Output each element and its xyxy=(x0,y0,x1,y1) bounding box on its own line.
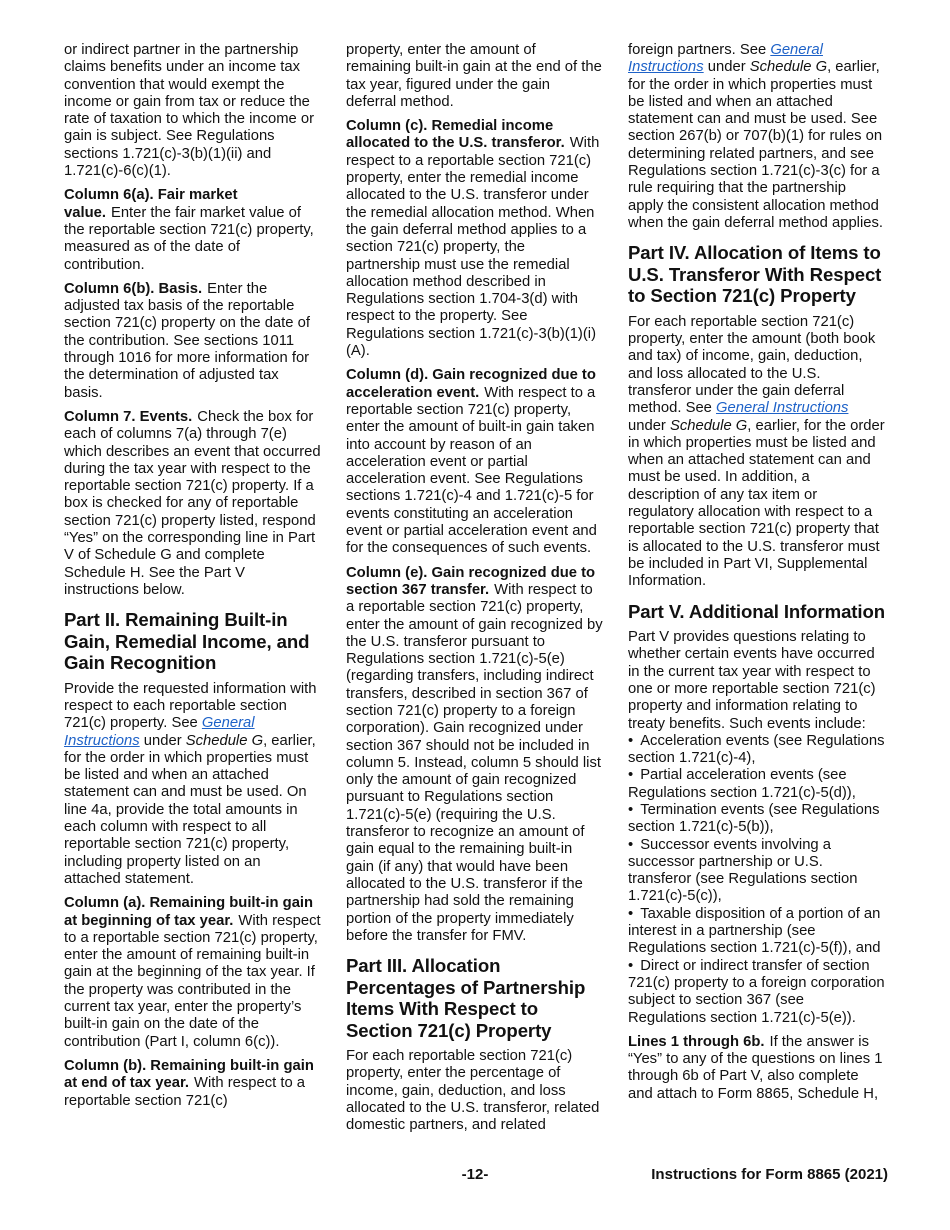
text: Termination events (see Regulations section 1.721(c)-5(b)), xyxy=(628,801,880,836)
part-heading: Part III. Allocation Percentages of Partnership Items With Respect to Section 721(c) Property xyxy=(346,955,586,1041)
part-heading: Part V. Additional Information xyxy=(628,600,885,622)
italic-reference: Schedule G xyxy=(185,732,264,749)
bullet-icon: • xyxy=(628,732,634,749)
text: property, enter the amount of remaining built-in gain at the end of the tax year, figured under the gain deferral method. xyxy=(346,42,602,110)
text: Acceleration events (see Regulations section 1.721(c)-4), xyxy=(628,732,885,767)
text: For each reportable section 721(c) property, enter the amount (both book and tax) of income, gain, deduction, and loss allocated to the U.S. transferor under the gain deferral method. See xyxy=(628,313,876,417)
bullet-icon: • xyxy=(628,905,634,922)
text: Part V provides questions relating to whether certain events have occurred in the current tax year with respect to one or more reportable section 721(c) property and information relating to treaty benefits. Such events include: xyxy=(628,629,876,732)
text: or indirect partner in the partnership claims benefits under an income tax convention that would exempt the income or gain from tax or reduce the rate of taxation to which the income or gain is subject. See Regulations sections 1.721(c)-3(b)(1)(ii) and 1.721(c)-6(c)(1). xyxy=(64,42,315,180)
paragraph xyxy=(346,565,603,946)
runin-heading: Column (a). Remaining built-in gain at beginning of tax year. xyxy=(64,895,314,929)
footer-doc-title: Instructions for Form 8865 (2021) xyxy=(651,1166,888,1183)
bullet-item xyxy=(628,767,885,802)
text: under xyxy=(703,59,750,76)
paragraph xyxy=(628,314,885,591)
text: Enter the adjusted tax basis of the reportable section 721(c) property on the date of the contribution. See sections 1011 through 1016 for more information for the determination of adjusted tax basis. xyxy=(64,280,310,401)
text: With respect to a reportable section 721(c) property, enter the amount of remaining built-in gain at the beginning of the tax year. If the property was contributed in the current tax year, enter the property’s built-in gain on the date of the contribution (Part I, column 6(c)). xyxy=(64,912,321,1050)
paragraph xyxy=(346,42,603,111)
paragraph xyxy=(64,187,321,273)
text: Enter the fair market value of the reportable section 721(c) property, measured as of the date of contribution. xyxy=(64,204,314,273)
text: , earlier, for the order in which properties must be listed and when an attached statement can and must be used. On line 4a, provide the total amounts in each column with respect to all reportable section 721(c) property, including property listed on an attached statement. xyxy=(64,732,316,887)
text: With respect to a reportable section 721(c) xyxy=(64,1075,306,1109)
column-2 xyxy=(346,42,603,1135)
part-heading: Part IV. Allocation of Items to U.S. Transferor With Respect to Section 721(c) Property xyxy=(628,242,882,307)
runin-heading: Column 6(b). Basis. xyxy=(64,280,203,297)
general-instructions-link[interactable]: General Instructions xyxy=(716,400,849,417)
text: , earlier, for the order in which properties must be listed and when an attached statement can and must be used. See section 267(b) or 707(b)(1) for rules on determining related partners, and see Regulations section 1.721(c)-3(c) for a rule requiring that the partnership apply the consistent allocation method when the gain deferral method applies. xyxy=(628,59,884,231)
text: Check the box for each of columns 7(a) through 7(e) which describes an event that occurred during the tax year with respect to the reportable section 721(c) property. If a box is checked for any of reportable section 721(c) property listed, respond “Yes” on the corresponding line in Part V of Schedule G and complete Schedule H. See the Part V instructions below. xyxy=(64,408,321,598)
bullet-icon: • xyxy=(628,957,634,974)
text: Successor events involving a successor partnership or U.S. transferor (see Regulations section 1.721(c)-5(c)), xyxy=(628,836,858,905)
runin-heading: Column (c). Remedial income allocated to the U.S. transferor. xyxy=(346,118,565,152)
runin-heading: Column 6(a). Fair market value. xyxy=(64,187,238,221)
paragraph xyxy=(628,42,885,232)
text: With respect to a reportable section 721(c) property, enter the amount of built-in gain taken into account by reason of an acceleration event or partial acceleration event. See Regulations sections 1.721(c)-4 and 1.721(c)-5 for events constituting an acceleration event or partial acceleration event and for the consequences of such events. xyxy=(346,384,597,557)
column-1 xyxy=(64,42,321,1110)
italic-reference: Schedule G xyxy=(669,417,748,434)
paragraph xyxy=(346,1048,603,1134)
runin-heading: Lines 1 through 6b. xyxy=(628,1033,765,1050)
bullet-icon: • xyxy=(628,836,634,853)
paragraph xyxy=(64,42,321,180)
text: , earlier, for the order in which properties must be listed and when an attached statement can and must be used. In addition, a description of any tax item or regulatory allocation with respect to a reportable section 721(c) property that is allocated to the U.S. transferor must be included in Part VI, Supplemental Information. xyxy=(628,417,885,590)
text: Direct or indirect transfer of section 721(c) property to a foreign corporation subject to section 367 (see Regulations section 1.721(c)-5(e)). xyxy=(628,957,885,1026)
runin-heading: Column (e). Gain recognized due to section 367 transfer. xyxy=(346,564,596,598)
bullet-item xyxy=(628,906,885,958)
bullet-item xyxy=(628,958,885,1027)
paragraph xyxy=(346,118,603,360)
page-number: -12- xyxy=(461,1166,489,1183)
text: With respect to a reportable section 721(c) property, enter the amount of gain recognized by the U.S. transferor pursuant to Regulations section 1.721(c)-5(e) (regarding transfers, including indirect transfers, described in section 367 of section 721(c) property to a foreign corporation). Gain recognized under section 367 should not be included in column 5. Instead, column 5 should list only the amount of gain recognized pursuant to Regulations section 1.721(c)-5(e) (requiring the U.S. transferor to recognize an amount of gain equal to the remaining built-in gain (if any) that would have been allocated to the U.S. transferor if the partnership had sold the remaining portion of the property immediately before the transfer for FMV. xyxy=(346,581,603,944)
paragraph xyxy=(64,1058,321,1110)
paragraph xyxy=(64,895,321,1051)
bullet-icon: • xyxy=(628,801,634,818)
text: With respect to a reportable section 721(c) property, enter the remedial income allocated to the U.S. transferor under the remedial allocation method. When the gain deferral method applies to a section 721(c) property, the partnership must use the remedial allocation method described in Regulations section 1.704-3(d) with respect to the property. See Regulations section 1.721(c)-3(b)(1)(i)(A). xyxy=(346,135,600,360)
runin-heading: Column 7. Events. xyxy=(64,408,193,425)
text: under xyxy=(139,732,186,749)
paragraph xyxy=(64,281,321,402)
column-3 xyxy=(628,42,885,1103)
text: If the answer is “Yes” to any of the questions on lines 1 through 6b of Part V, also complete and attach to Form 8865, Schedule H, xyxy=(628,1033,883,1102)
text: Provide the requested information with respect to each reportable section 721(c) property. See xyxy=(64,680,317,732)
bullet-item xyxy=(628,733,885,768)
text: For each reportable section 721(c) property, enter the percentage of income, gain, deduction, and loss allocated to the U.S. transferor, related domestic partners, and related xyxy=(346,1048,600,1134)
italic-reference: Schedule G xyxy=(749,59,828,76)
text: foreign partners. See xyxy=(628,42,771,58)
runin-heading: Column (d). Gain recognized due to acceleration event. xyxy=(346,367,596,401)
bullet-item xyxy=(628,802,885,837)
paragraph xyxy=(346,367,603,557)
text: under xyxy=(628,417,670,434)
text: Partial acceleration events (see Regulations section 1.721(c)-5(d)), xyxy=(628,767,856,801)
text: Taxable disposition of a portion of an interest in a partnership (see Regulations section 1.721(c)-5(f)), and xyxy=(628,905,881,957)
paragraph xyxy=(628,1034,885,1103)
part-heading: Part II. Remaining Built-in Gain, Remedial Income, and Gain Recognition xyxy=(64,609,310,674)
bullet-icon: • xyxy=(628,767,634,784)
text-columns xyxy=(64,42,888,1135)
paragraph xyxy=(628,629,885,733)
paragraph xyxy=(64,681,321,889)
general-instructions-link[interactable]: General Instructions xyxy=(64,715,255,749)
general-instructions-link[interactable]: General Instructions xyxy=(628,42,823,76)
runin-heading: Column (b). Remaining built-in gain at end of tax year. xyxy=(64,1057,314,1092)
paragraph xyxy=(64,409,321,599)
bullet-item xyxy=(628,837,885,906)
